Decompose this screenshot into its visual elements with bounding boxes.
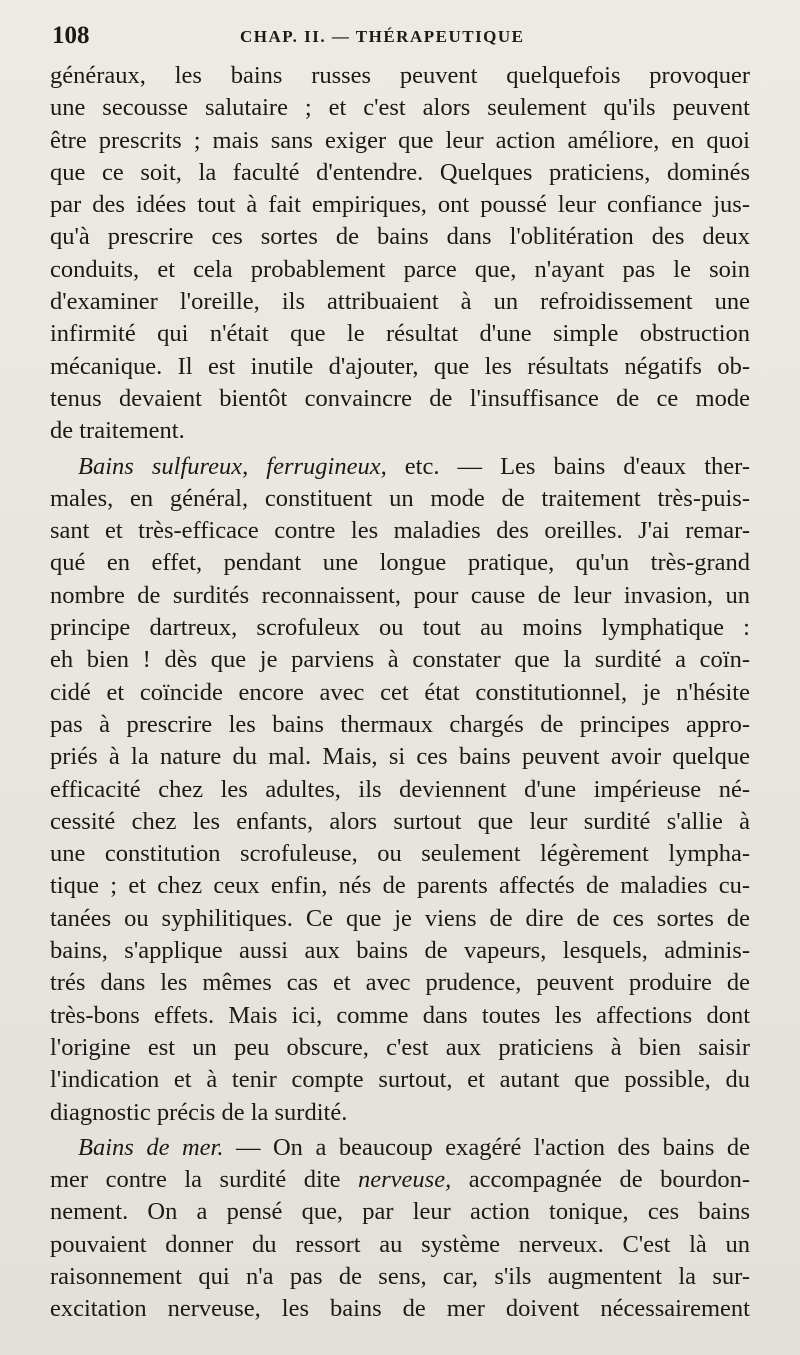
text-line: eh bien ! dès que je parviens à constater que la surdité a coïn- xyxy=(50,646,750,674)
text-line: l'indication et à tenir compte surtout, et autant que possible, du xyxy=(50,1066,750,1094)
text-line: généraux, les bains russes peuvent quelquefois provoquer xyxy=(50,62,750,89)
text-line: nombre de surdités reconnaissent, pour cause de leur invasion, un xyxy=(50,581,750,609)
text-line: bains, s'applique aussi aux bains de vapeurs, lesquels, adminis- xyxy=(50,937,750,965)
text-line: très-bons effets. Mais ici, comme dans toutes les affections dont xyxy=(50,1001,750,1029)
body-text xyxy=(50,60,750,1326)
text-run: accompagnée de bourdon- xyxy=(451,1166,750,1194)
italic-term: nerveuse, xyxy=(358,1166,452,1194)
paragraph-2 xyxy=(50,451,750,1129)
text-line: une constitution scrofuleuse, ou seulement légèrement lympha- xyxy=(50,840,750,868)
text-line: cidé et coïncide encore avec cet état constitutionnel, je n'hésite xyxy=(50,678,750,706)
text-line: que ce soit, la faculté d'entendre. Quelques praticiens, dominés xyxy=(50,158,750,186)
text-line xyxy=(50,1132,750,1164)
text-line: qu'à prescrire ces sortes de bains dans l'oblitération des deux xyxy=(50,223,750,251)
text-run: etc. — Les bains d'eaux ther- xyxy=(386,452,750,480)
text-line: infirmité qui n'était que le résultat d'une simple obstruction xyxy=(50,320,750,348)
text-line: tenus devaient bientôt convaincre de l'insuffisance de ce mode xyxy=(50,384,750,412)
text-line: mécanique. Il est inutile d'ajouter, que les résultats négatifs ob- xyxy=(50,352,750,380)
text-line: excitation nerveuse, les bains de mer doivent nécessairement xyxy=(50,1295,750,1323)
text-line: sant et très-efficace contre les maladies des oreilles. J'ai remar- xyxy=(50,517,750,545)
text-line: efficacité chez les adultes, ils deviennent d'une impérieuse né- xyxy=(50,775,750,803)
page-number: 108 xyxy=(52,22,90,49)
text-line: tanées ou syphilitiques. Ce que je viens de dire de ces sortes de xyxy=(50,904,750,932)
text-line: pouvaient donner du ressort au système nerveux. C'est là un xyxy=(50,1230,750,1258)
text-line xyxy=(50,451,750,483)
text-line: d'examiner l'oreille, ils attribuaient à un refroidissement une xyxy=(50,288,750,316)
paragraph-1 xyxy=(50,60,750,448)
text-line: pas à prescrire les bains thermaux chargés de principes appro- xyxy=(50,710,750,738)
text-line: nement. On a pensé que, par leur action tonique, ces bains xyxy=(50,1198,750,1226)
text-line: diagnostic précis de la surdité. xyxy=(50,1098,348,1126)
text-line: cessité chez les enfants, alors surtout que leur surdité s'allie à xyxy=(50,807,750,835)
text-line: trés dans les mêmes cas et avec prudence, peuvent produire de xyxy=(50,969,750,997)
text-line: males, en général, constituent un mode de traitement très-puis- xyxy=(50,484,750,512)
chapter-title: CHAP. II. — THÉRAPEUTIQUE xyxy=(240,27,525,46)
text-line: par des idées tout à fait empiriques, ont poussé leur confiance jus- xyxy=(50,191,750,219)
paragraph-3 xyxy=(50,1132,750,1326)
text-run: — On a beaucoup exagéré l'action des bains de xyxy=(223,1133,750,1161)
text-line: tique ; et chez ceux enfin, nés de parents affectés de maladies cu- xyxy=(50,872,750,900)
text-line: l'origine est un peu obscure, c'est aux praticiens à bien saisir xyxy=(50,1033,750,1061)
text-line: de traitement. xyxy=(50,417,185,445)
text-line: qué en effet, pendant une longue pratique, qu'un très-grand xyxy=(50,549,750,577)
text-line xyxy=(50,1164,750,1196)
section-lead: Bains sulfureux, ferrugineux, xyxy=(78,452,387,480)
text-run: mer contre la surdité dite xyxy=(50,1166,358,1194)
text-line: être prescrits ; mais sans exiger que leur action améliore, en quoi xyxy=(50,126,750,154)
section-lead: Bains de mer. xyxy=(78,1133,224,1161)
text-line: une secousse salutaire ; et c'est alors seulement qu'ils peuvent xyxy=(50,94,750,122)
text-line: principe dartreux, scrofuleux ou tout au moins lymphatique : xyxy=(50,614,750,642)
text-line: priés à la nature du mal. Mais, si ces bains peuvent avoir quelque xyxy=(50,743,750,771)
running-head xyxy=(52,22,752,58)
text-line: raisonnement qui n'a pas de sens, car, s'ils augmentent la sur- xyxy=(50,1262,750,1290)
text-line: conduits, et cela probablement parce que, n'ayant pas le soin xyxy=(50,255,750,283)
